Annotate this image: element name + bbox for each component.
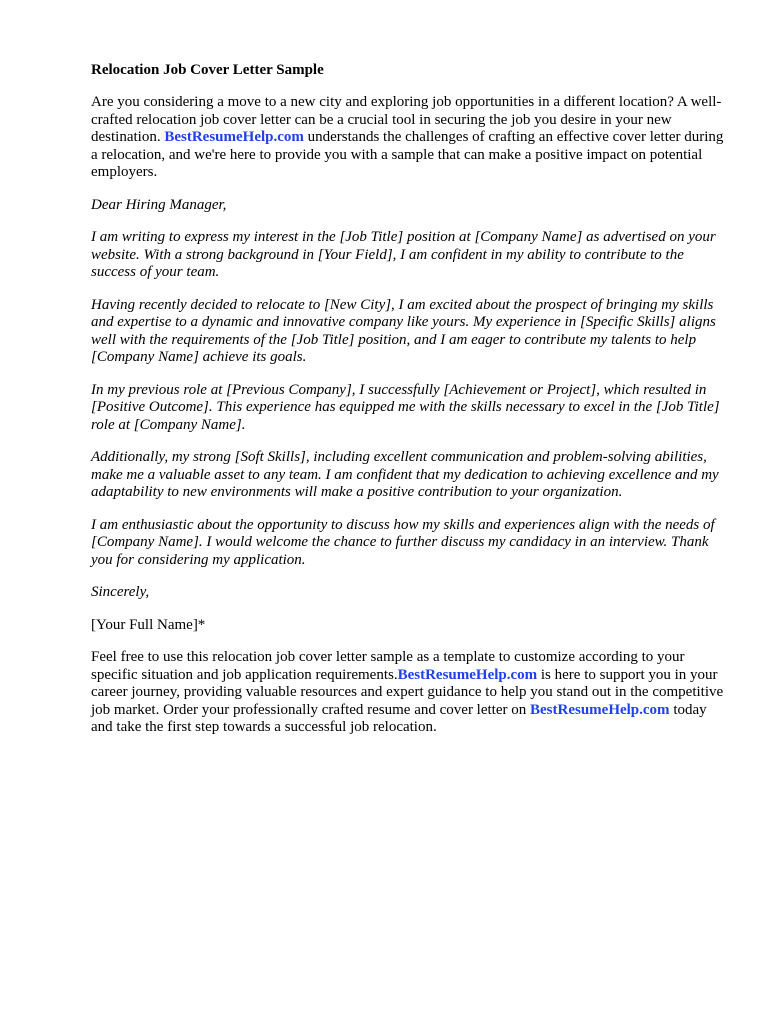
letter-salutation: Dear Hiring Manager, <box>91 196 227 213</box>
outro-paragraph <box>91 649 732 737</box>
intro-text-1: Are you considering a move to a new city and exploring job opportunities in a different location? A well-crafted relocation job cover letter can be a crucial tool in securing the job you desire in your new destination. <box>91 94 722 145</box>
intro-link-bestresumehelp[interactable]: BestResumeHelp.com <box>164 129 304 145</box>
letter-closing: Sincerely, <box>91 584 150 600</box>
letter-paragraph-2: Having recently decided to relocate to [New City], I am excited about the prospect of bringing my skills and expertise to a dynamic and innovative company like yours. My experience in [Specific Skills] aligns well with the requirements of the [Job Title] position, and I am eager to contribute my talents to help [Company Name] achieve its goals. <box>91 296 716 365</box>
outro-link-bestresumehelp-1[interactable]: BestResumeHelp.com <box>397 666 538 683</box>
intro-paragraph <box>91 94 732 182</box>
letter-paragraph-4: Additionally, my strong [Soft Skills], including excellent communication and problem-solving abilities, make me a valuable asset to any team. I am confident that my dedication to achieving excellence and my adaptability to new environments will make a positive contribution to your organization. <box>91 449 719 500</box>
intro-text-2: understands the challenges of crafting an effective cover letter during a relocation, and we're here to provide you with a sample that can make a positive impact on potential employers. <box>91 129 724 180</box>
outro-link-bestresumehelp-2[interactable]: BestResumeHelp.com <box>530 701 670 718</box>
letter-paragraph-5: I am enthusiastic about the opportunity to discuss how my skills and experiences align with the needs of [Company Name]. I would welcome the chance to further discuss my candidacy in an interview. Thank you for considering my application. <box>91 516 715 568</box>
document-title: Relocation Job Cover Letter Sample <box>91 62 324 78</box>
outro-text-2: is here to support you in your career journey, providing valuable resources and expert guidance to help you stand out in the competitive job market. Order your professionally crafted resume and cover letter on <box>91 666 724 718</box>
outro-text-3: today and take the first step towards a successful job relocation. <box>91 701 707 735</box>
letter-signature: [Your Full Name]* <box>91 616 206 633</box>
outro-text-1: Feel free to use this relocation job cover letter sample as a template to customize according to your specific situation and job application requirements. <box>91 649 685 683</box>
letter-paragraph-1: I am writing to express my interest in the [Job Title] position at [Company Name] as advertised on your website. With a strong background in [Your Field], I am confident in my ability to contribute to the success of your team. <box>91 229 716 280</box>
letter-paragraph-3: In my previous role at [Previous Company], I successfully [Achievement or Project], which resulted in [Positive Outcome]. This experience has equipped me with the skills necessary to excel in the [Job Title] role at [Company Name]. <box>91 381 720 433</box>
